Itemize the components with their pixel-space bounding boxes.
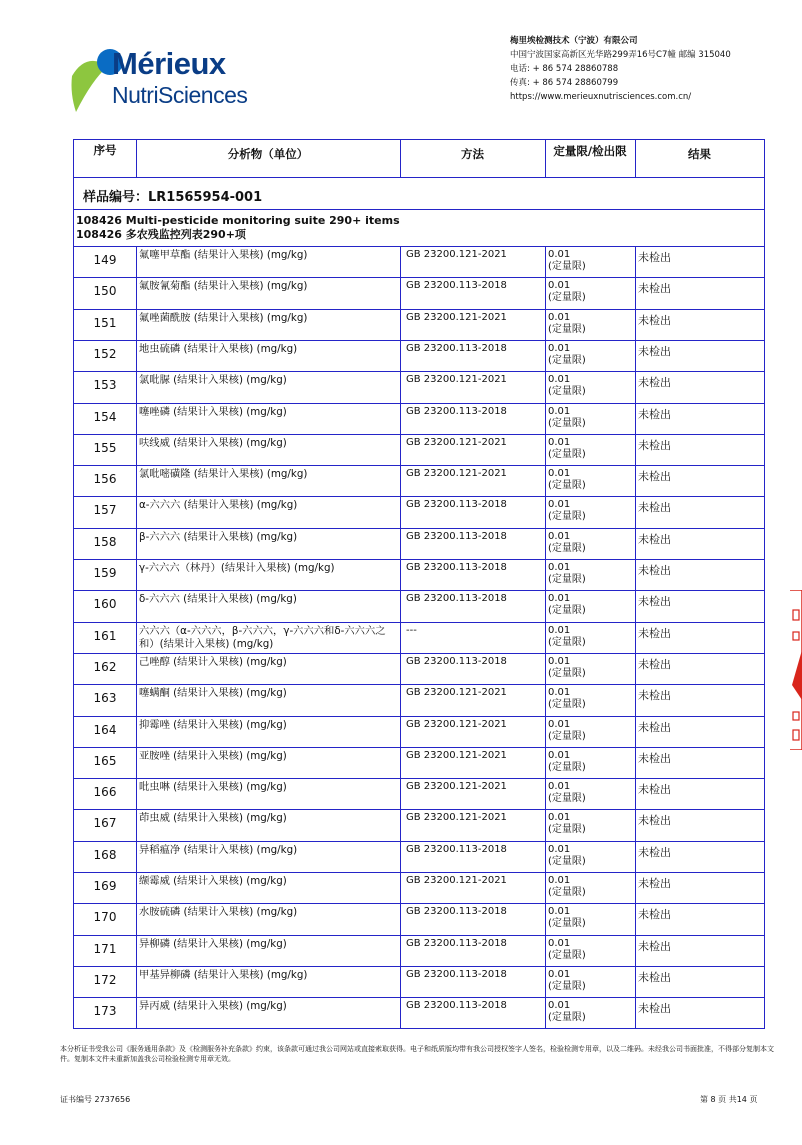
row-analyte: 六六六（α-六六六，β-六六六，γ-六六六和δ-六六六之和）(结果计入果核) (mg/kg) [136,623,400,654]
row-analyte: 己唑醇 (结果计入果核) (mg/kg) [136,654,400,685]
row-loq [545,904,635,935]
row-loq [545,654,635,685]
loq-value: 0.01 [548,718,571,730]
row-analyte: 水胺硫磷 (结果计入果核) (mg/kg) [136,904,400,935]
seal-stamp [788,590,802,750]
row-analyte: 呋线威 (结果计入果核) (mg/kg) [136,435,400,466]
row-number: 150 [93,284,117,299]
loq-note: (定量限) [548,605,586,617]
table-row [74,716,764,747]
table-row [74,277,764,308]
table-row [74,559,764,590]
row-loq [545,842,635,873]
row-loq [545,310,635,341]
loq-value: 0.01 [548,906,571,918]
row-method: --- [400,623,545,654]
row-analyte: 氟唑菌酰胺 (结果计入果核) (mg/kg) [136,310,400,341]
loq-note: (定量限) [548,292,586,304]
header-analyte: 分析物（单位） [227,147,309,161]
row-method: GB 23200.121-2021 [400,810,545,841]
loq-note: (定量限) [548,542,586,554]
loq-value: 0.01 [548,812,571,824]
row-method: GB 23200.113-2018 [400,654,545,685]
row-method: GB 23200.121-2021 [400,310,545,341]
row-loq [545,341,635,372]
loq-value: 0.01 [548,1000,571,1012]
loq-value: 0.01 [548,655,571,667]
row-analyte: β-六六六 (结果计入果核) (mg/kg) [136,529,400,560]
row-loq [545,497,635,528]
row-number: 157 [93,503,117,518]
loq-value: 0.01 [548,311,571,323]
row-result: 未检出 [635,904,764,935]
loq-value: 0.01 [548,843,571,855]
row-analyte: 地虫硫磷 (结果计入果核) (mg/kg) [136,341,400,372]
row-result: 未检出 [635,560,764,591]
loq-note: (定量限) [548,730,586,742]
row-analyte: 氟噻甲草酯 (结果计入果核) (mg/kg) [136,247,400,278]
row-analyte: 甲基异柳磷 (结果计入果核) (mg/kg) [136,967,400,998]
row-method: GB 23200.121-2021 [400,685,545,716]
company-fax: 传真: + 86 574 28860799 [510,78,619,88]
row-loq [545,623,635,654]
row-method: GB 23200.121-2021 [400,717,545,748]
row-number: 158 [93,534,117,549]
company-name: 梅里埃检测技术（宁波）有限公司 [510,36,638,46]
table-row [74,872,764,903]
loq-note: (定量限) [548,354,586,366]
row-number: 149 [93,253,117,267]
row-analyte: 茚虫威 (结果计入果核) (mg/kg) [136,810,400,841]
loq-note: (定量限) [548,980,586,992]
table-row [74,622,764,653]
certificate-number: 证书编号 2737656 [60,1095,131,1104]
loq-note: (定量限) [548,323,586,335]
loq-note: (定量限) [548,511,586,523]
row-analyte: δ-六六六 (结果计入果核) (mg/kg) [136,591,400,622]
row-loq [545,967,635,998]
row-loq [545,435,635,466]
row-number: 151 [93,315,117,330]
row-result: 未检出 [635,278,764,309]
row-result: 未检出 [635,748,764,779]
row-loq [545,936,635,967]
loq-note: (定量限) [548,887,586,898]
loq-note: (定量限) [548,261,586,272]
row-analyte: 噻螨酮 (结果计入果核) (mg/kg) [136,685,400,716]
loq-value: 0.01 [548,249,571,260]
row-result: 未检出 [635,591,764,622]
table-row [74,528,764,559]
loq-value: 0.01 [548,687,571,699]
header-divider [635,140,636,177]
row-method: GB 23200.113-2018 [400,497,545,528]
page-number: 第 8 页 共14 页 [700,1095,758,1104]
row-result: 未检出 [635,873,764,904]
table-row [74,778,764,809]
row-result: 未检出 [635,435,764,466]
row-result: 未检出 [635,247,764,278]
row-number: 162 [93,659,117,674]
row-method: GB 23200.113-2018 [400,998,545,1029]
table-row [74,653,764,684]
table-row [74,966,764,997]
loq-value: 0.01 [548,280,571,292]
row-analyte: 吡虫啉 (结果计入果核) (mg/kg) [136,779,400,810]
row-method: GB 23200.121-2021 [400,873,545,904]
table-row [74,309,764,340]
row-analyte: 噻唑磷 (结果计入果核) (mg/kg) [136,404,400,435]
loq-note: (定量限) [548,761,586,773]
table-row [74,997,764,1028]
row-number: 154 [93,409,117,424]
table-row [74,434,764,465]
footer-disclaimer: 本分析证书受我公司《服务通用条款》及《检测服务补充条款》约束，该条款可通过我公司网站或直接索取获得。电子和纸质版均带有我公司授权签字人签名，检验检测专用章，以及二维码。未经我公司书面批准，不得部分复制本文件。复制本文件未重新加盖我公司检验检测专用章无效。 [60,1045,774,1063]
row-number: 155 [93,440,117,455]
row-loq [545,372,635,403]
row-analyte: γ-六六六（林丹）(结果计入果核) (mg/kg) [136,560,400,591]
row-method: GB 23200.121-2021 [400,748,545,779]
header-divider [136,140,137,177]
row-number: 153 [93,378,117,393]
row-analyte: 抑霉唑 (结果计入果核) (mg/kg) [136,717,400,748]
row-loq [545,779,635,810]
row-result: 未检出 [635,623,764,654]
row-result: 未检出 [635,404,764,435]
row-loq [545,591,635,622]
loq-value: 0.01 [548,468,571,480]
row-loq [545,466,635,497]
row-analyte: 氯吡嘧磺隆 (结果计入果核) (mg/kg) [136,466,400,497]
row-method: GB 23200.121-2021 [400,247,545,278]
row-analyte: 异稻瘟净 (结果计入果核) (mg/kg) [136,842,400,873]
row-method: GB 23200.113-2018 [400,278,545,309]
loq-value: 0.01 [548,499,571,511]
row-analyte: α-六六六 (结果计入果核) (mg/kg) [136,497,400,528]
row-result: 未检出 [635,717,764,748]
row-analyte: 异丙威 (结果计入果核) (mg/kg) [136,998,400,1029]
loq-value: 0.01 [548,405,571,417]
loq-value: 0.01 [548,436,571,448]
row-result: 未检出 [635,654,764,685]
section-divider [74,209,764,210]
row-method: GB 23200.121-2021 [400,372,545,403]
row-result: 未检出 [635,341,764,372]
row-method: GB 23200.113-2018 [400,341,545,372]
loq-note: (定量限) [548,918,586,930]
row-result: 未检出 [635,466,764,497]
suite-title-cn: 108426 多农残监控列表290+项 [76,228,246,241]
loq-value: 0.01 [548,593,571,605]
loq-value: 0.01 [548,624,571,636]
loq-value: 0.01 [548,562,571,573]
row-loq [545,717,635,748]
row-result: 未检出 [635,497,764,528]
row-method: GB 23200.113-2018 [400,936,545,967]
row-method: GB 23200.113-2018 [400,404,545,435]
row-number: 168 [93,847,117,862]
row-number: 167 [93,816,117,831]
loq-value: 0.01 [548,781,571,793]
table-row [74,371,764,402]
table-row [74,841,764,872]
logo-subword: NutriSciences [112,82,248,108]
table-row [74,246,764,277]
row-result: 未检出 [635,310,764,341]
row-loq [545,247,635,278]
row-method: GB 23200.113-2018 [400,967,545,998]
company-phone: 电话: + 86 574 28860788 [510,64,619,74]
company-info [510,34,731,104]
table-row [74,684,764,715]
loq-note: (定量限) [548,855,586,867]
row-result: 未检出 [635,810,764,841]
row-result: 未检出 [635,529,764,560]
loq-value: 0.01 [548,875,571,886]
logo-wordmark: Mérieux [112,46,226,81]
row-number: 156 [93,472,117,487]
table-row [74,340,764,371]
loq-note: (定量限) [548,480,586,492]
header-no: 序号 [93,143,117,157]
row-method: GB 23200.113-2018 [400,591,545,622]
row-loq [545,560,635,591]
row-number: 171 [93,941,117,956]
loq-note: (定量限) [548,667,586,679]
loq-value: 0.01 [548,968,571,980]
row-loq [545,998,635,1029]
row-result: 未检出 [635,998,764,1029]
row-number: 169 [93,879,117,893]
loq-value: 0.01 [548,749,571,761]
row-result: 未检出 [635,936,764,967]
table-row [74,465,764,496]
row-number: 164 [93,722,117,737]
row-analyte: 异柳磷 (结果计入果核) (mg/kg) [136,936,400,967]
table-row [74,590,764,621]
table-row [74,809,764,840]
suite-title [76,214,400,242]
table-row [74,903,764,934]
suite-title-en: 108426 Multi-pesticide monitoring suite 290+ items [76,214,400,227]
header-result: 结果 [688,147,711,161]
row-loq [545,810,635,841]
loq-value: 0.01 [548,530,571,542]
row-number: 165 [93,753,117,768]
table-header [74,140,764,178]
row-method: GB 23200.113-2018 [400,842,545,873]
loq-note: (定量限) [548,386,586,398]
row-method: GB 23200.121-2021 [400,779,545,810]
loq-value: 0.01 [548,342,571,354]
row-number: 159 [93,566,117,580]
row-result: 未检出 [635,967,764,998]
row-method: GB 23200.121-2021 [400,466,545,497]
row-result: 未检出 [635,779,764,810]
row-number: 166 [93,785,117,800]
row-number: 161 [93,628,117,643]
row-result: 未检出 [635,372,764,403]
loq-note: (定量限) [548,1012,586,1024]
table-row [74,496,764,527]
row-number: 172 [93,972,117,987]
row-method: GB 23200.113-2018 [400,904,545,935]
row-number: 152 [93,346,117,361]
row-number: 163 [93,691,117,706]
loq-value: 0.01 [548,937,571,949]
sample-id: 样品编号：LR1565954-001 [83,190,263,205]
row-number: 160 [93,597,117,612]
row-loq [545,873,635,904]
loq-note: (定量限) [548,417,586,429]
row-result: 未检出 [635,685,764,716]
row-analyte: 氯吡脲 (结果计入果核) (mg/kg) [136,372,400,403]
row-loq [545,278,635,309]
row-number: 170 [93,910,117,925]
table-row [74,403,764,434]
header-divider [545,140,546,177]
row-analyte: 亚胺唑 (结果计入果核) (mg/kg) [136,748,400,779]
table-row [74,935,764,966]
row-result: 未检出 [635,842,764,873]
loq-note: (定量限) [548,574,586,585]
results-table [73,139,765,1029]
loq-note: (定量限) [548,448,586,460]
row-method: GB 23200.113-2018 [400,529,545,560]
row-loq [545,529,635,560]
row-method: GB 23200.113-2018 [400,560,545,591]
company-url[interactable]: https://www.merieuxnutrisciences.com.cn/ [510,92,692,102]
header-divider [400,140,401,177]
row-loq [545,685,635,716]
row-loq [545,404,635,435]
loq-note: (定量限) [548,824,586,836]
loq-note: (定量限) [548,793,586,805]
row-number: 173 [93,1004,117,1019]
loq-note: (定量限) [548,949,586,961]
row-analyte: 氟胺氰菊酯 (结果计入果核) (mg/kg) [136,278,400,309]
company-address: 中国宁波国家高新区光华路299弄16号C7幢 邮编 315040 [510,50,731,60]
loq-note: (定量限) [548,699,586,711]
row-analyte: 缬霉威 (结果计入果核) (mg/kg) [136,873,400,904]
row-loq [545,748,635,779]
header-method: 方法 [461,147,484,161]
loq-note: (定量限) [548,636,586,648]
row-method: GB 23200.121-2021 [400,435,545,466]
table-row [74,747,764,778]
header-loq: 定量限/检出限 [553,144,627,158]
loq-value: 0.01 [548,374,571,386]
